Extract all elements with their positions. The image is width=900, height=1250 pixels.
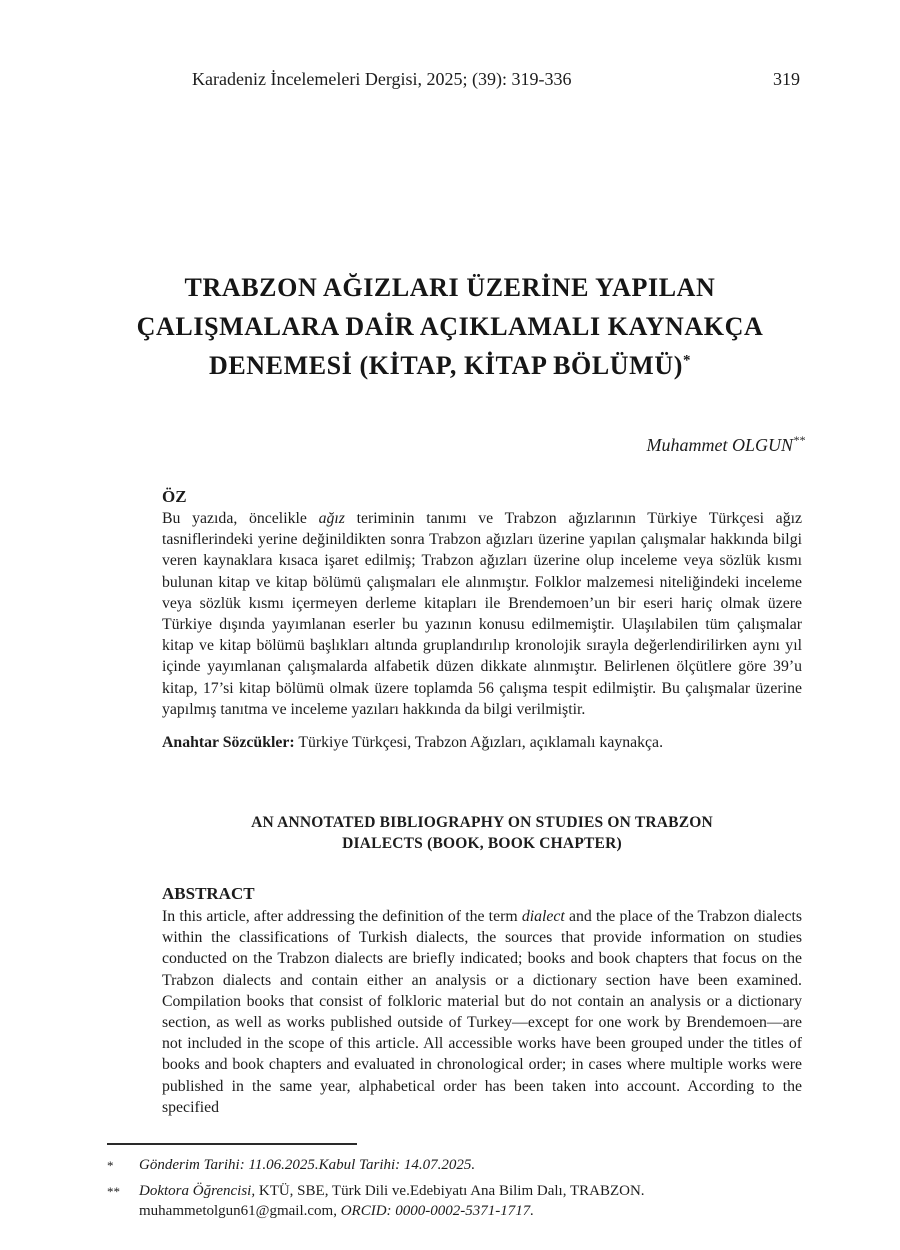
article-title-line-1: TRABZON AĞIZLARI ÜZERİNE YAPILAN [184,273,716,302]
article-title-line-3-text: DENEMESİ (KİTAP, KİTAP BÖLÜMÜ) [208,351,683,380]
footnote-2-text [139,1181,804,1222]
abstract-paragraph [162,906,802,1118]
footnote-1-marker: * [107,1158,114,1173]
keywords-line [162,732,802,753]
article-title-line-3 [130,346,770,385]
title-footnote-marker: * [682,352,692,369]
abstract-heading: ABSTRACT [162,884,255,903]
journal-header: Karadeniz İncelemeleri Dergisi, 2025; (39): 319-336 [192,69,572,89]
footnote-1 [107,1155,804,1177]
english-section [162,812,802,1118]
english-title [162,812,802,854]
oz-italic-term: ağız [318,510,345,527]
footnote-2 [107,1181,804,1222]
running-header [162,68,800,90]
footnote-2-marker: ** [107,1183,120,1199]
footnote-2-lead: Doktora Öğrencisi, [139,1182,256,1199]
footnote-2-line1: KTÜ, SBE, Türk Dili ve.Edebiyatı Ana Bilim Dalı, TRABZON. [255,1182,645,1199]
footnote-2-orcid: ORCID: 0000-0002-5371-1717. [340,1203,535,1219]
article-title [130,268,770,385]
abstract-italic-term: dialect [521,908,565,925]
footnote-area [107,1143,804,1226]
author-footnote-marker: ** [793,433,805,447]
footnote-separator [107,1143,357,1145]
page-number: 319 [773,69,800,89]
abstract-text-before: In this article, after addressing the definition of the term [162,908,522,925]
oz-text-after: teriminin tanımı ve Trabzon ağızlarının Türkiye Türkçesi ağız tasniflerindeki yerine değinildikten sonra Trabzon ağızları üzerine yapılan çalışmalar hakkında bilgi veren kaynaklara kısaca işaret edilmiş; Trabzon ağızları üzerine olup inceleme veya sözlük kısmı bulunan kitap ve kitap bölümü çalışmaları ele alınmıştır. Folklor malzemesi niteliğindeki inceleme veya sözlük kısmı içermeyen derleme kitapları ile Brendemoen’un bir eseri hariç olmak üzere Türkiye dışında yayımlanan eserler bu yazının konusu edilmemiştir. Ulaşılabilen tüm çalışmalar kitap ve kitap bölümü başlıkları altında gruplandırılıp kronolojik sırayla değerlendirilirken aynı yıl içinde yayımlanan çalışmalarda alfabetik düzen dikkate alınmıştır. Belirlenen ölçütlere göre 39’u kitap, 17’si kitap bölümü olmak üzere toplamda 56 çalışma tespit edilmiştir. Bu çalışmalar üzerine yapılmış tanıtma ve inceleme yazıları hakkında da bilgi verilmiştir. [162,510,802,718]
article-title-line-2: ÇALIŞMALARA DAİR AÇIKLAMALI KAYNAKÇA [136,312,764,341]
oz-text-before: Bu yazıda, öncelikle [162,510,319,527]
keywords-text: Türkiye Türkçesi, Trabzon Ağızları, açıklamalı kaynakça. [294,734,664,752]
oz-heading: ÖZ [162,487,187,506]
author-name: Muhammet OLGUN [646,435,793,455]
footnote-2-email: muhammetolgun61@gmail.com, [139,1203,341,1219]
oz-paragraph [162,508,802,720]
english-title-line-1: AN ANNOTATED BIBLIOGRAPHY ON STUDIES ON TRABZON [251,814,713,831]
oz-section [162,486,802,769]
footnote-1-text: Gönderim Tarihi: 11.06.2025.Kabul Tarihi: 14.07.2025. [139,1157,476,1173]
abstract-text-after: and the place of the Trabzon dialects within the classifications of Turkish dialects, the sources that provide information on studies conducted on the Trabzon dialects are briefly indicated; books and book chapters that focus on the Trabzon dialects and contain either an analysis or a dictionary section have been examined. Compilation books that consist of folkloric material but do not contain an analysis or a dictionary section, as well as works published outside of Turkey—except for one work by Brendemoen—are not included in the scope of this article. All accessible works have been grouped under the titles of books and book chapters and evaluated in chronological order; in cases where multiple works were published in the same year, alphabetical order has been taken into account. According to the specified [162,908,802,1116]
english-title-line-2: DIALECTS (BOOK, BOOK CHAPTER) [342,835,622,852]
author-line [162,433,805,456]
keywords-label: Anahtar Sözcükler: [162,734,295,752]
